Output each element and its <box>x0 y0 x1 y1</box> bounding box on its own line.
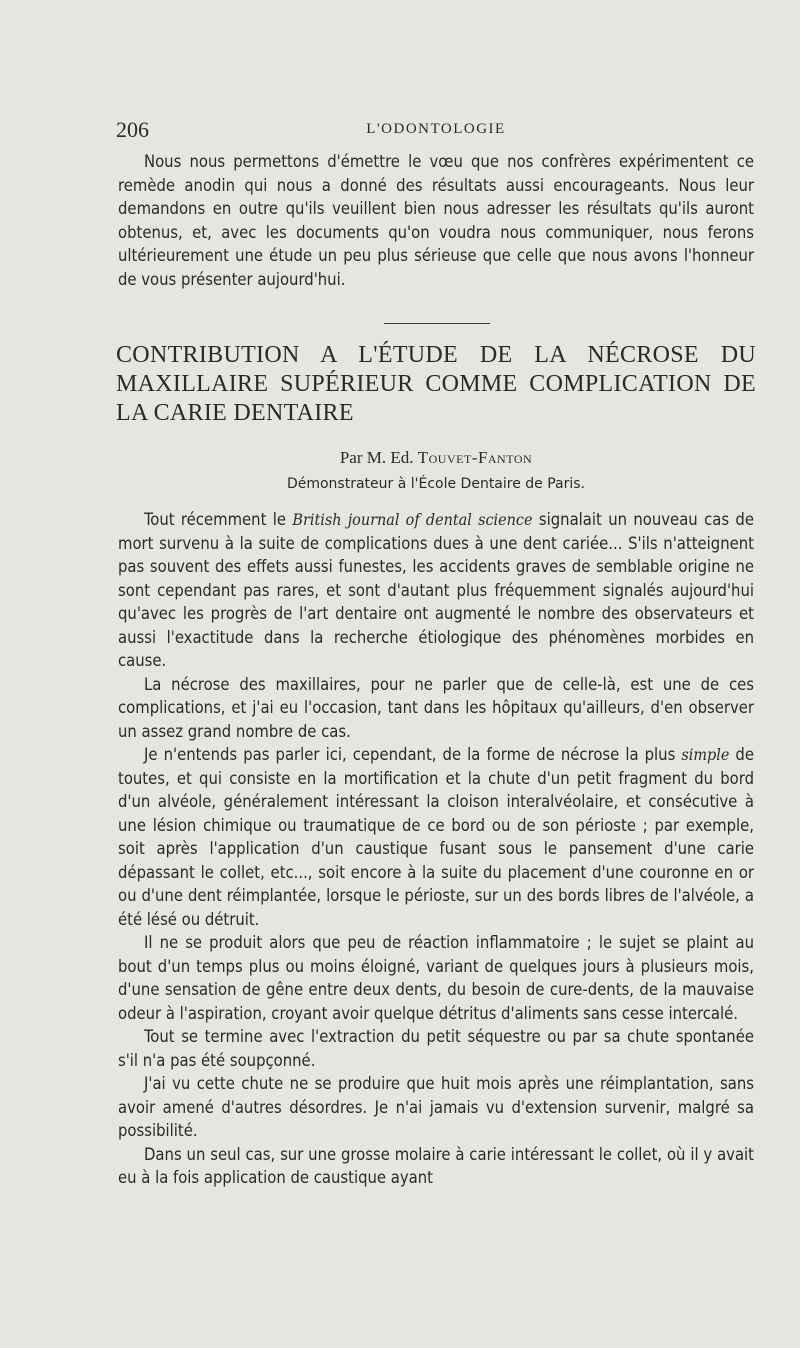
page-number: 206 <box>116 117 149 142</box>
page-header <box>116 117 756 143</box>
running-title: L'ODONTOLOGIE <box>366 121 506 137</box>
author-name: Touvet-Fanton <box>417 448 533 467</box>
section-divider <box>384 323 490 324</box>
paragraph-3-start: Je n'entends pas parler ici, cependant, de la forme de nécrose la plus <box>144 745 682 764</box>
paragraph-7: Dans un seul cas, sur une grosse molaire à carie intéressant le collet, où il y avait eu à la fois application de caustique ayant <box>118 1144 754 1187</box>
paragraph-4: Il ne se produit alors que peu de réaction inflammatoire ; le sujet se plaint au bout d'un temps plus ou moins éloigné, variant de quelques jours à plusieurs mois, d'une sensation de gêne entre deux dents, du besoin de cure-dents, de la mauvaise odeur à l'aspiration, croyant avoir quelque détritus d'aliments sans cesse intercalé. <box>118 933 754 1023</box>
intro-section <box>118 150 754 291</box>
emphasis-simple: simple <box>681 745 730 764</box>
paragraph-3-end: de toutes, et qui consiste en la mortification et la chute d'un petit fragment du bord d'un alvéole, généralement intéressant la cloison interalvéolaire, et consécutive à une lésion chimique ou traumatique de ce bord ou de son périoste ; par exemple, soit après l'application d'un caustique fusant sous le pansement d'une carie dépassant le collet, etc..., soit encore à la suite du placement d'une couronne en or ou d'une dent réimplantée, lorsque le périoste, sur un des bords libres de l'alvéole, a été lésé ou détruit. <box>118 745 754 929</box>
journal-title: British journal of dental science <box>292 510 533 529</box>
article-body <box>118 508 754 1190</box>
paragraph-1-start: Tout récemment le <box>144 510 293 529</box>
intro-paragraph: Nous nous permettons d'émettre le vœu que nos confrères expérimentent ce remède anodin qui nous a donné des résultats aussi encourageants. Nous leur demandons en outre qu'ils veuillent bien nous adresser les résultats qu'ils auront obtenus, et, avec les documents qu'on voudra nous communiquer, nous ferons ultérieurement une étude un peu plus sérieuse que celle que nous avons l'honneur de vous présenter aujourd'hui. <box>118 152 754 289</box>
author-prefix: Par M. Ed. <box>339 448 414 467</box>
article-title: CONTRIBUTION A L'ÉTUDE DE LA NÉCROSE DU MAXILLAIRE SUPÉRIEUR COMME COMPLICATION DE LA CARIE DENTAIRE <box>116 342 756 426</box>
paragraph-1 <box>118 508 754 673</box>
paragraph-5: Tout se termine avec l'extraction du petit séquestre ou par sa chute spontanée s'il n'a pas été soupçonné. <box>118 1027 754 1070</box>
article-byline <box>116 448 756 468</box>
paragraph-2: La nécrose des maxillaires, pour ne parler que de celle-là, est une de ces complications, et j'ai eu l'occasion, tant dans les hôpitaux qu'ailleurs, d'en observer un assez grand nombre de cas. <box>118 674 754 741</box>
paragraph-1-end: signalait un nouveau cas de mort survenu à la suite de complications dues à une dent cariée... S'ils n'atteignent pas souvent des effets aussi funestes, les accidents graves de semblable origine ne sont cependant pas rares, et sont d'autant plus fréquemment signalés aujourd'hui qu'avec les progrès de l'art dentaire ont augmenté le nombre des observateurs et aussi l'exactitude dans la recherche étiologique des phénomènes morbides en cause. <box>118 510 754 670</box>
paragraph-3 <box>118 743 754 931</box>
paragraph-6: J'ai vu cette chute ne se produire que huit mois après une réimplantation, sans avoir amené d'autres désordres. Je n'ai jamais vu d'extension survenir, malgré sa possibilité. <box>118 1074 754 1140</box>
author-affiliation: Démonstrateur à l'École Dentaire de Paris. <box>286 476 586 492</box>
